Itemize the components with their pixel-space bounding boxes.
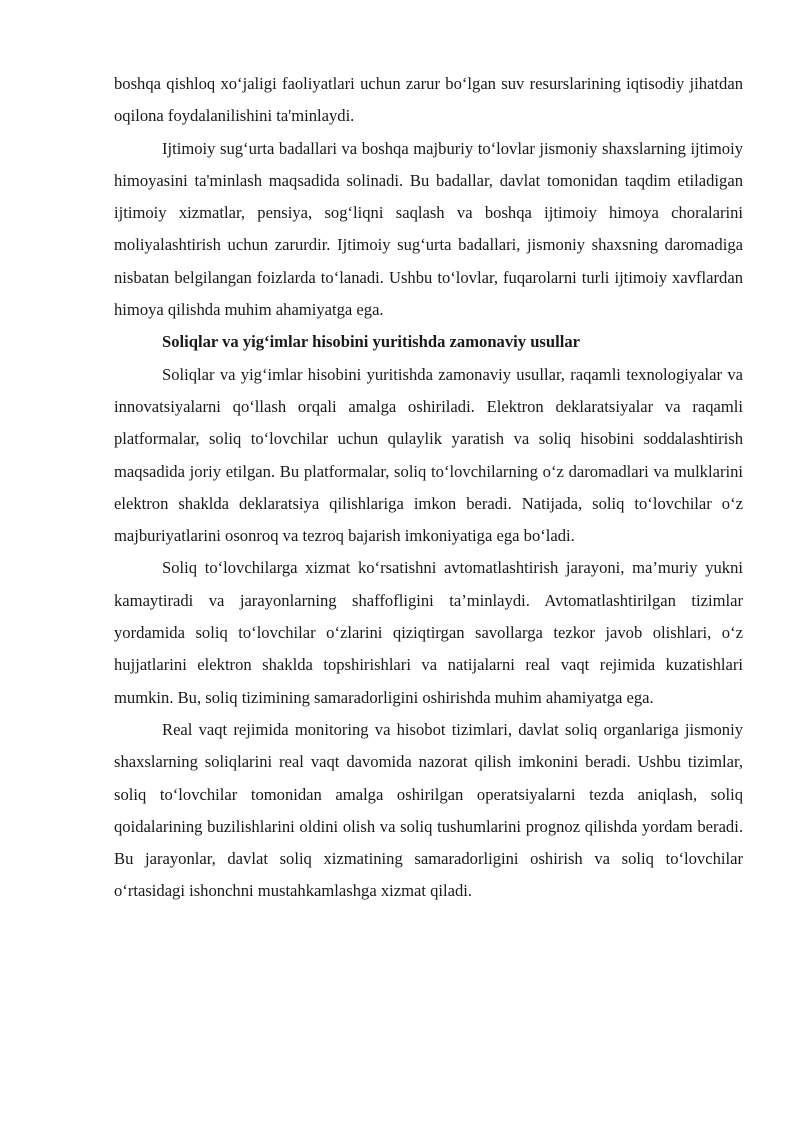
section-heading: Soliqlar va yig‘imlar hisobini yuritishda zamonaviy usullar — [162, 332, 580, 352]
document-page — [114, 68, 743, 908]
paragraph-modern-methods: Soliqlar va yig‘imlar hisobini yuritishda zamonaviy usullar, raqamli texnologiyalar va innovatsiyalarni qo‘llash orqali amalga oshiriladi. Elektron deklaratsiyalar va raqamli platformalar, soliq to‘lovchilar uchun qulaylik yaratish va soliq hisobini soddalashtirish maqsadida joriy etilgan. Bu platformalar, soliq to‘lovchilarning o‘z daromadlari va mulklarini elektron shaklda deklaratsiya qilishlariga imkon beradi. Natijada, soliq to‘lovchilar o‘z majburiyatlarini osonroq va tezroq bajarish imkoniyatiga ega bo‘ladi. — [114, 364, 743, 546]
paragraph-social-insurance: Ijtimoiy sug‘urta badallari va boshqa majburiy to‘lovlar jismoniy shaxslarning ijtimoiy himoyasini ta'minlash maqsadida solinadi. Bu badallar, davlat tomonidan taqdim etiladigan ijtimoiy xizmatlar, pensiya, sog‘liqni saqlash va boshqa ijtimoiy himoya choralarini moliyalashtirish uchun zarurdir. Ijtimoiy sug‘urta badallari, jismoniy shaxsning daromadiga nisbatan belgilangan foizlarda to‘lanadi. Ushbu to‘lovlar, fuqarolarni turli ijtimoiy xavflardan himoya qilishda muhim ahamiyatga ega. — [114, 138, 743, 320]
paragraph-continuation: boshqa qishloq xo‘jaligi faoliyatlari uchun zarur bo‘lgan suv resurslarining iqtisodiy jihatdan oqilona foydalanilishini ta'minlaydi. — [114, 74, 743, 126]
paragraph-automation: Soliq to‘lovchilarga xizmat ko‘rsatishni avtomatlashtirish jarayoni, ma’muriy yukni kamaytiradi va jarayonlarning shaffofligini ta’minlaydi. Avtomatlashtirilgan tizimlar yordamida soliq to‘lovchilar o‘zlarini qiziqtirgan savollarga tezkor javob olishlari, o‘z hujjatlarini elektron shaklda topshirishlari va natijalarni real vaqt rejimida kuzatishlari mumkin. Bu, soliq tizimining samaradorligini oshirishda muhim ahamiyatga ega. — [114, 558, 743, 707]
paragraph-real-time-monitoring: Real vaqt rejimida monitoring va hisobot tizimlari, davlat soliq organlariga jismoniy shaxslarning soliqlarini real vaqt davomida nazorat qilish imkonini beradi. Ushbu tizimlar, soliq to‘lovchilar tomonidan amalga oshirilgan operatsiyalarni tezda aniqlash, soliq qoidalarining buzilishlarini oldini olish va soliq tushumlarini prognoz qilishda yordam beradi. Bu jarayonlar, davlat soliq xizmatining samaradorligini oshirish va soliq to‘lovchilar o‘rtasidagi ishonchni mustahkamlashga xizmat qiladi. — [114, 719, 743, 901]
